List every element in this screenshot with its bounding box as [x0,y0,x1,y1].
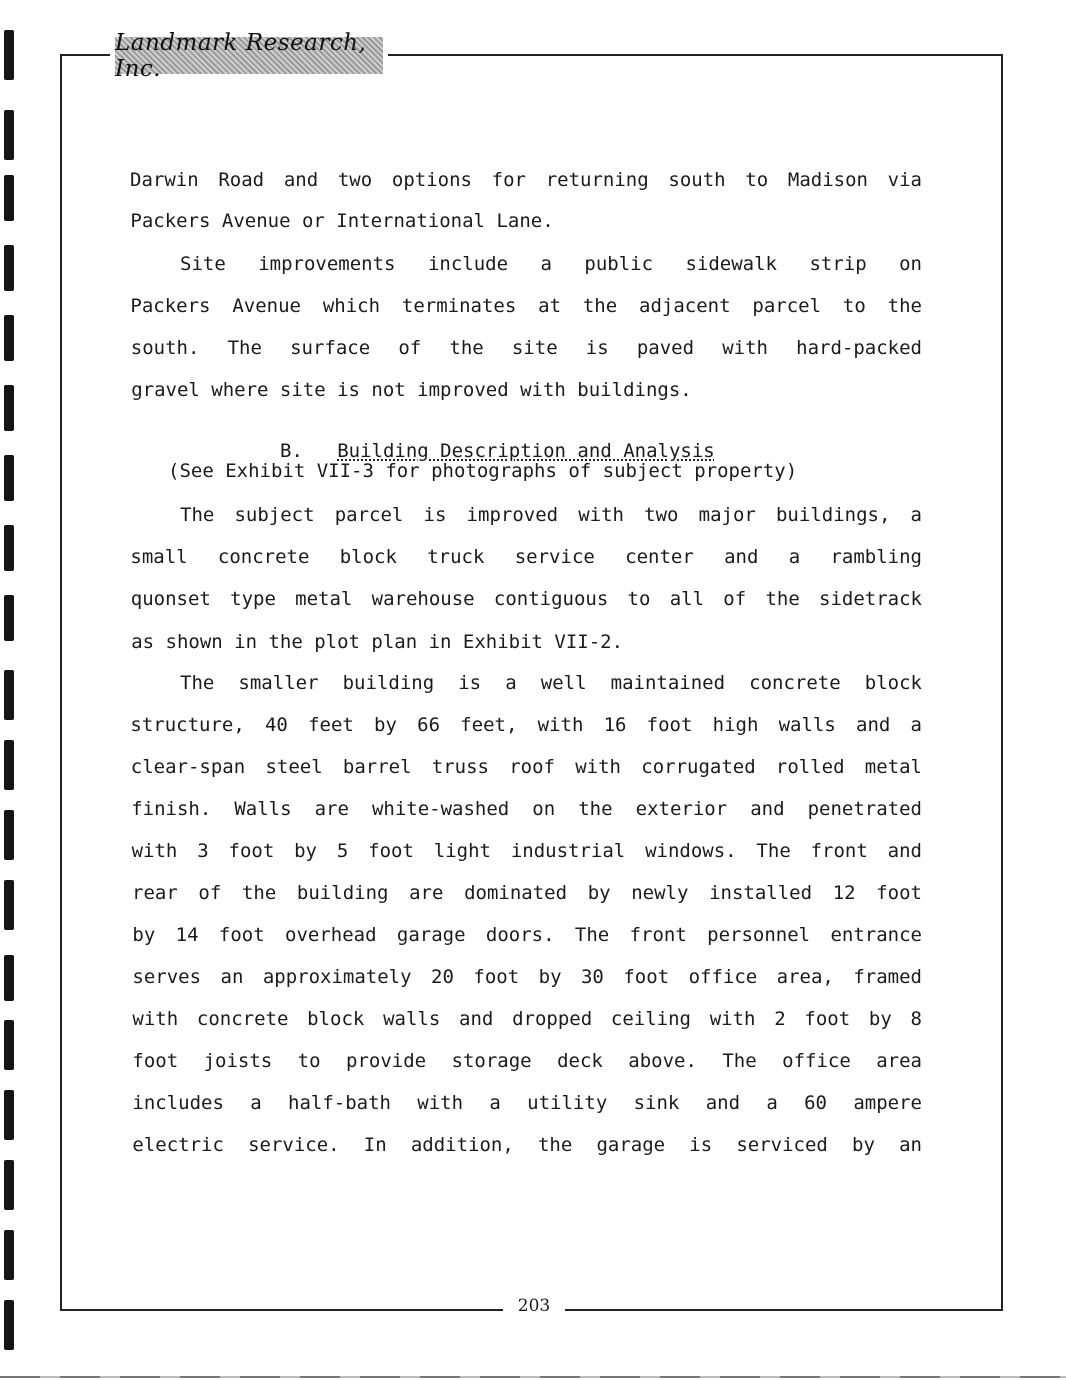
text-line: Darwin Road and two options for returning south to Madison via [130,169,922,191]
text-line: with concrete block walls and dropped ceiling with 2 foot by 8 [132,1008,922,1030]
text-line: quonset type metal warehouse contiguous to all of the sidetrack [130,588,922,610]
text-line: clear-span steel barrel truss roof with corrugated rolled metal [130,756,922,778]
text-line: serves an approximately 20 foot by 30 foot office area, framed [132,966,922,988]
section-heading [280,440,1000,462]
section-number: B. [280,440,303,462]
binding-hole [4,1300,14,1350]
binding-hole [4,30,14,80]
text-line: Site improvements include a public sidewalk strip on [180,253,922,275]
text-line: finish. Walls are white-washed on the exterior and penetrated [131,798,922,820]
text-line: rear of the building are dominated by newly installed 12 foot [132,882,922,904]
text-line: electric service. In addition, the garage is serviced by an [132,1134,922,1156]
text-line: includes a half-bath with a utility sink and a 60 ampere [132,1092,922,1114]
section-note: (See Exhibit VII-3 for photographs of subject property) [168,460,798,482]
binding-hole [4,525,14,571]
text-line: small concrete block truck service center and a rambling [130,546,922,568]
text-line: with 3 foot by 5 foot light industrial windows. The front and [131,840,922,862]
binding-hole [4,315,14,361]
text-line: as shown in the plot plan in Exhibit VII-2. [131,631,624,653]
text-line: by 14 foot overhead garage doors. The front personnel entrance [132,924,922,946]
text-line: The subject parcel is improved with two major buildings, a [180,504,922,526]
company-logo: Landmark Research, Inc. [110,37,388,74]
binding-hole [4,955,14,1001]
binding-holes [4,0,20,1380]
binding-hole [4,385,14,431]
text-line: south. The surface of the site is paved with hard-packed [130,337,922,359]
binding-hole [4,880,14,930]
binding-hole [4,455,14,501]
text-line: Packers Avenue or International Lane. [130,210,554,232]
binding-hole [4,740,14,790]
binding-hole [4,1230,14,1280]
text-line: foot joists to provide storage deck above. The office area [132,1050,922,1072]
page-number: 203 [503,1293,565,1319]
binding-hole [4,1090,14,1140]
text-line: gravel where site is not improved with buildings. [131,379,692,401]
binding-hole [4,175,14,221]
binding-hole [4,110,14,160]
text-line: The smaller building is a well maintained concrete block [180,672,922,694]
binding-hole [4,595,14,641]
binding-hole [4,810,14,860]
text-line: Packers Avenue which terminates at the adjacent parcel to the [130,295,922,317]
binding-hole [4,245,14,291]
section-title: Building Description and Analysis [337,440,715,462]
binding-hole [4,1160,14,1210]
text-line: structure, 40 feet by 66 feet, with 16 foot high walls and a [130,714,922,736]
binding-hole [4,670,14,720]
bottom-rule [0,1376,1066,1378]
binding-hole [4,1020,14,1070]
